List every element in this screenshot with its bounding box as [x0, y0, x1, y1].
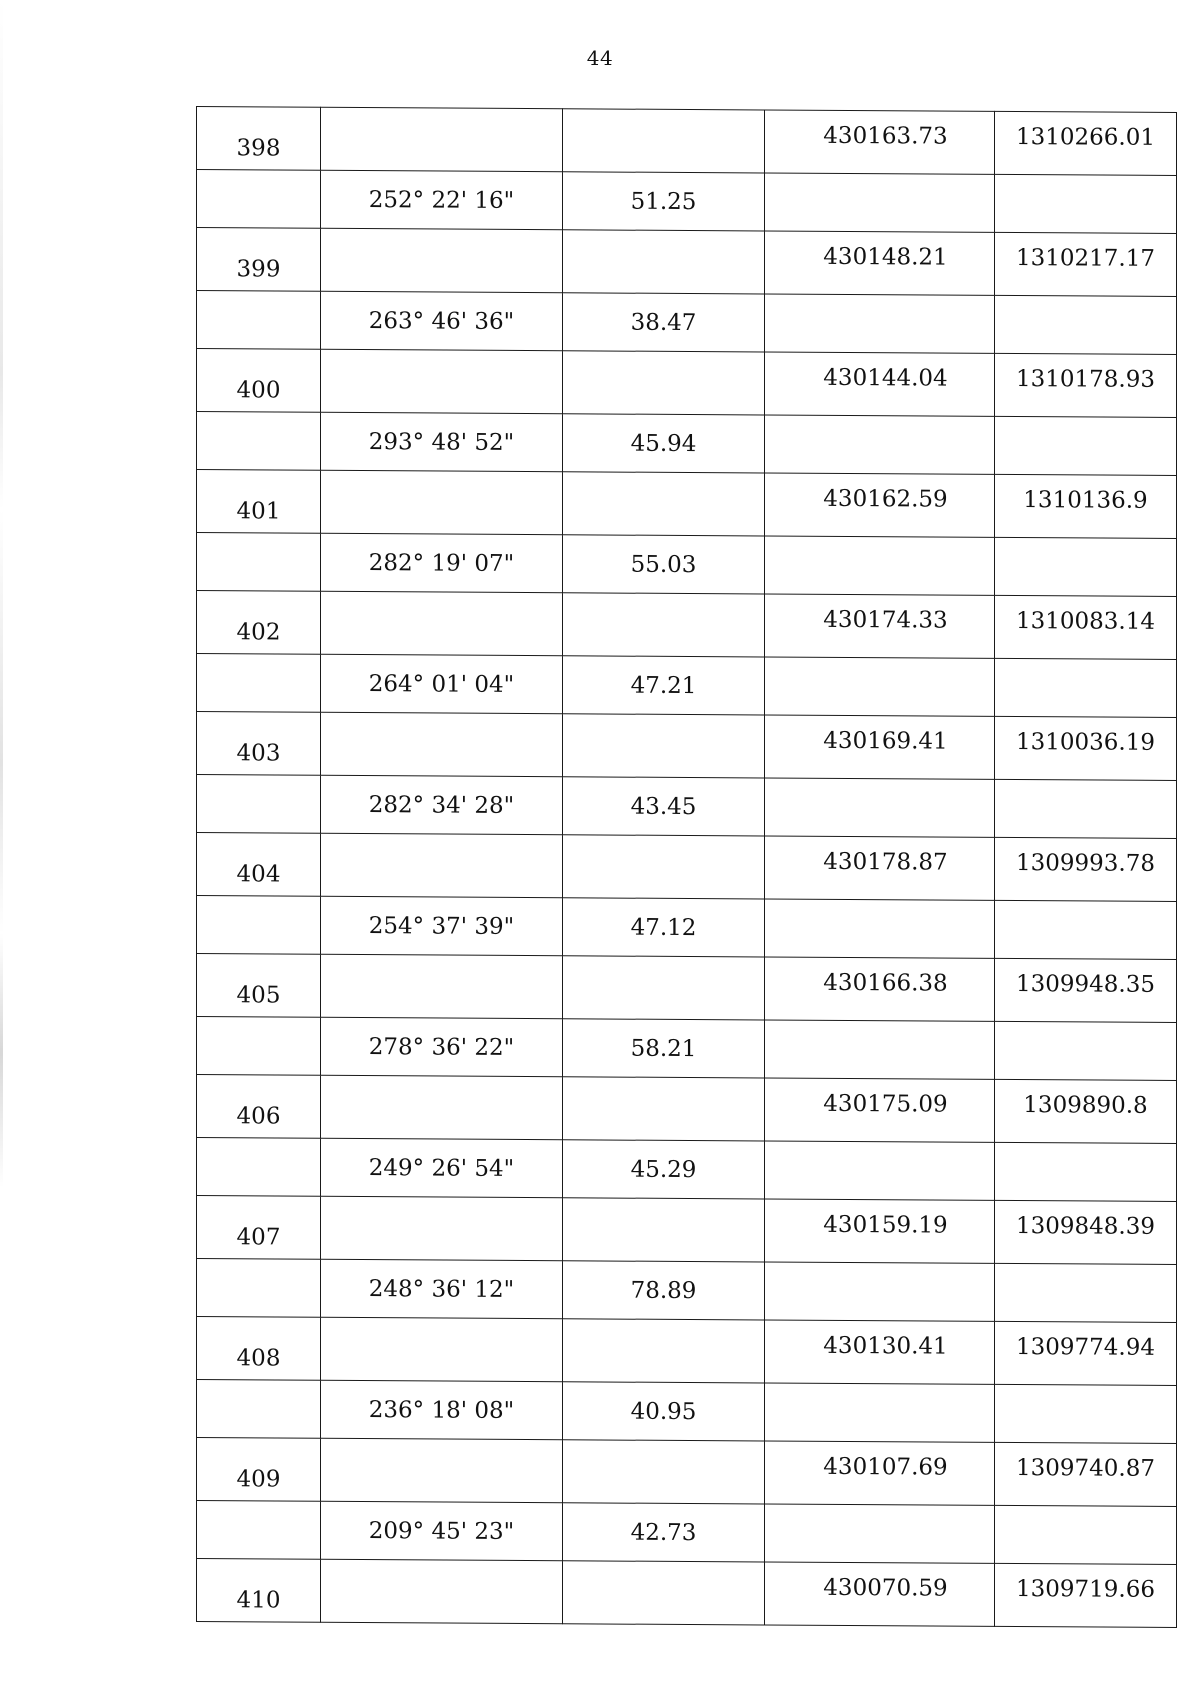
distance-cell	[563, 956, 765, 1020]
easting-cell	[995, 1263, 1177, 1322]
distance-cell	[563, 230, 765, 294]
northing-cell: 430144.04	[765, 352, 995, 416]
station-cell: 398	[197, 107, 321, 171]
northing-cell: 430130.41	[765, 1320, 995, 1384]
distance-cell	[563, 351, 765, 415]
easting-cell	[995, 779, 1177, 838]
northing-cell: 430162.59	[765, 473, 995, 537]
bearing-cell: 263° 46' 36"	[321, 291, 563, 350]
bearing-cell	[321, 1317, 563, 1381]
easting-cell: 1310036.19	[995, 716, 1177, 780]
table-row-point	[197, 591, 1177, 660]
easting-cell	[995, 537, 1177, 596]
northing-cell	[765, 1020, 995, 1079]
northing-cell: 430178.87	[765, 836, 995, 900]
easting-cell: 1310217.17	[995, 232, 1177, 296]
station-cell: 408	[197, 1317, 321, 1381]
station-cell: 410	[197, 1559, 321, 1623]
distance-cell: 78.89	[563, 1261, 765, 1320]
easting-cell	[995, 1505, 1177, 1564]
distance-cell	[563, 1561, 765, 1625]
northing-cell: 430174.33	[765, 594, 995, 658]
station-cell: 407	[197, 1196, 321, 1260]
station-cell	[197, 1259, 321, 1318]
table-row-leg	[197, 896, 1177, 960]
bearing-cell	[321, 712, 563, 776]
survey-coordinate-table	[196, 106, 1177, 1628]
distance-cell	[563, 472, 765, 536]
bearing-cell	[321, 1196, 563, 1260]
distance-cell: 47.21	[563, 656, 765, 715]
station-cell	[197, 170, 321, 229]
station-cell	[197, 775, 321, 834]
scan-edge-shadow	[0, 0, 3, 1697]
station-cell: 399	[197, 228, 321, 292]
northing-cell: 430166.38	[765, 957, 995, 1021]
northing-cell: 430159.19	[765, 1199, 995, 1263]
table-row-point	[197, 470, 1177, 539]
distance-cell: 45.94	[563, 414, 765, 473]
bearing-cell: 252° 22' 16"	[321, 170, 563, 229]
easting-cell	[995, 1384, 1177, 1443]
distance-cell: 42.73	[563, 1503, 765, 1562]
bearing-cell: 264° 01' 04"	[321, 654, 563, 713]
northing-cell	[765, 1504, 995, 1563]
station-cell	[197, 654, 321, 713]
station-cell	[197, 412, 321, 471]
table-row-leg	[197, 775, 1177, 839]
table-row-leg	[197, 1138, 1177, 1202]
bearing-cell	[321, 1075, 563, 1139]
table-row-leg	[197, 1501, 1177, 1565]
station-cell: 409	[197, 1438, 321, 1502]
distance-cell: 40.95	[563, 1382, 765, 1441]
easting-cell	[995, 174, 1177, 233]
northing-cell: 430107.69	[765, 1441, 995, 1505]
easting-cell	[995, 1142, 1177, 1201]
station-cell: 405	[197, 954, 321, 1018]
distance-cell	[563, 1440, 765, 1504]
northing-cell	[765, 294, 995, 353]
table-row-leg	[197, 291, 1177, 355]
bearing-cell	[321, 228, 563, 292]
distance-cell: 43.45	[563, 777, 765, 836]
easting-cell: 1309740.87	[995, 1442, 1177, 1506]
easting-cell: 1310083.14	[995, 595, 1177, 659]
distance-cell: 47.12	[563, 898, 765, 957]
table-row-point	[197, 1317, 1177, 1386]
easting-cell: 1309993.78	[995, 837, 1177, 901]
station-cell	[197, 896, 321, 955]
distance-cell: 55.03	[563, 535, 765, 594]
bearing-cell	[321, 349, 563, 413]
northing-cell	[765, 657, 995, 716]
bearing-cell: 278° 36' 22"	[321, 1017, 563, 1076]
station-cell: 402	[197, 591, 321, 655]
table-row-leg	[197, 170, 1177, 234]
northing-cell: 430175.09	[765, 1078, 995, 1142]
distance-cell: 51.25	[563, 172, 765, 231]
easting-cell: 1310136.9	[995, 474, 1177, 538]
table-row-point	[197, 228, 1177, 297]
bearing-cell	[321, 1438, 563, 1502]
distance-cell	[563, 835, 765, 899]
northing-cell	[765, 415, 995, 474]
easting-cell: 1309890.8	[995, 1079, 1177, 1143]
easting-cell	[995, 295, 1177, 354]
distance-cell	[563, 1319, 765, 1383]
station-cell	[197, 1017, 321, 1076]
table-row-point	[197, 1438, 1177, 1507]
table-row-leg	[197, 412, 1177, 476]
distance-cell	[563, 109, 765, 173]
easting-cell: 1309848.39	[995, 1200, 1177, 1264]
northing-cell	[765, 1141, 995, 1200]
table-row-point	[197, 833, 1177, 902]
table-row-point	[197, 107, 1177, 176]
table-row-point	[197, 1559, 1177, 1628]
northing-cell: 430169.41	[765, 715, 995, 779]
northing-cell	[765, 778, 995, 837]
distance-cell	[563, 593, 765, 657]
northing-cell: 430163.73	[765, 110, 995, 174]
bearing-cell: 209° 45' 23"	[321, 1501, 563, 1560]
distance-cell: 58.21	[563, 1019, 765, 1078]
table-row-leg	[197, 1259, 1177, 1323]
northing-cell	[765, 173, 995, 232]
station-cell: 403	[197, 712, 321, 776]
distance-cell	[563, 1198, 765, 1262]
easting-cell: 1309948.35	[995, 958, 1177, 1022]
bearing-cell	[321, 591, 563, 655]
survey-table-body	[197, 107, 1177, 1628]
bearing-cell: 249° 26' 54"	[321, 1138, 563, 1197]
table-row-point	[197, 712, 1177, 781]
table-row-point	[197, 1196, 1177, 1265]
northing-cell	[765, 899, 995, 958]
northing-cell	[765, 1383, 995, 1442]
page-number: 44	[586, 46, 614, 70]
station-cell: 400	[197, 349, 321, 413]
bearing-cell: 293° 48' 52"	[321, 412, 563, 471]
station-cell	[197, 291, 321, 350]
bearing-cell	[321, 470, 563, 534]
bearing-cell	[321, 107, 563, 171]
northing-cell	[765, 1262, 995, 1321]
bearing-cell	[321, 833, 563, 897]
bearing-cell	[321, 954, 563, 1018]
distance-cell	[563, 714, 765, 778]
station-cell	[197, 1380, 321, 1439]
bearing-cell: 254° 37' 39"	[321, 896, 563, 955]
northing-cell	[765, 536, 995, 595]
easting-cell: 1310178.93	[995, 353, 1177, 417]
easting-cell	[995, 416, 1177, 475]
table-row-point	[197, 954, 1177, 1023]
bearing-cell	[321, 1559, 563, 1623]
station-cell: 401	[197, 470, 321, 534]
distance-cell	[563, 1077, 765, 1141]
table-row-leg	[197, 1380, 1177, 1444]
station-cell	[197, 1501, 321, 1560]
easting-cell	[995, 900, 1177, 959]
table-row-leg	[197, 1017, 1177, 1081]
table-row-leg	[197, 654, 1177, 718]
easting-cell: 1309719.66	[995, 1563, 1177, 1627]
bearing-cell: 248° 36' 12"	[321, 1259, 563, 1318]
northing-cell: 430148.21	[765, 231, 995, 295]
bearing-cell: 236° 18' 08"	[321, 1380, 563, 1439]
station-cell	[197, 1138, 321, 1197]
easting-cell	[995, 1021, 1177, 1080]
station-cell: 406	[197, 1075, 321, 1139]
easting-cell	[995, 658, 1177, 717]
table-row-point	[197, 349, 1177, 418]
northing-cell: 430070.59	[765, 1562, 995, 1626]
bearing-cell: 282° 34' 28"	[321, 775, 563, 834]
distance-cell: 38.47	[563, 293, 765, 352]
easting-cell: 1310266.01	[995, 111, 1177, 175]
table-row-leg	[197, 533, 1177, 597]
station-cell: 404	[197, 833, 321, 897]
table-row-point	[197, 1075, 1177, 1144]
easting-cell: 1309774.94	[995, 1321, 1177, 1385]
distance-cell: 45.29	[563, 1140, 765, 1199]
station-cell	[197, 533, 321, 592]
bearing-cell: 282° 19' 07"	[321, 533, 563, 592]
